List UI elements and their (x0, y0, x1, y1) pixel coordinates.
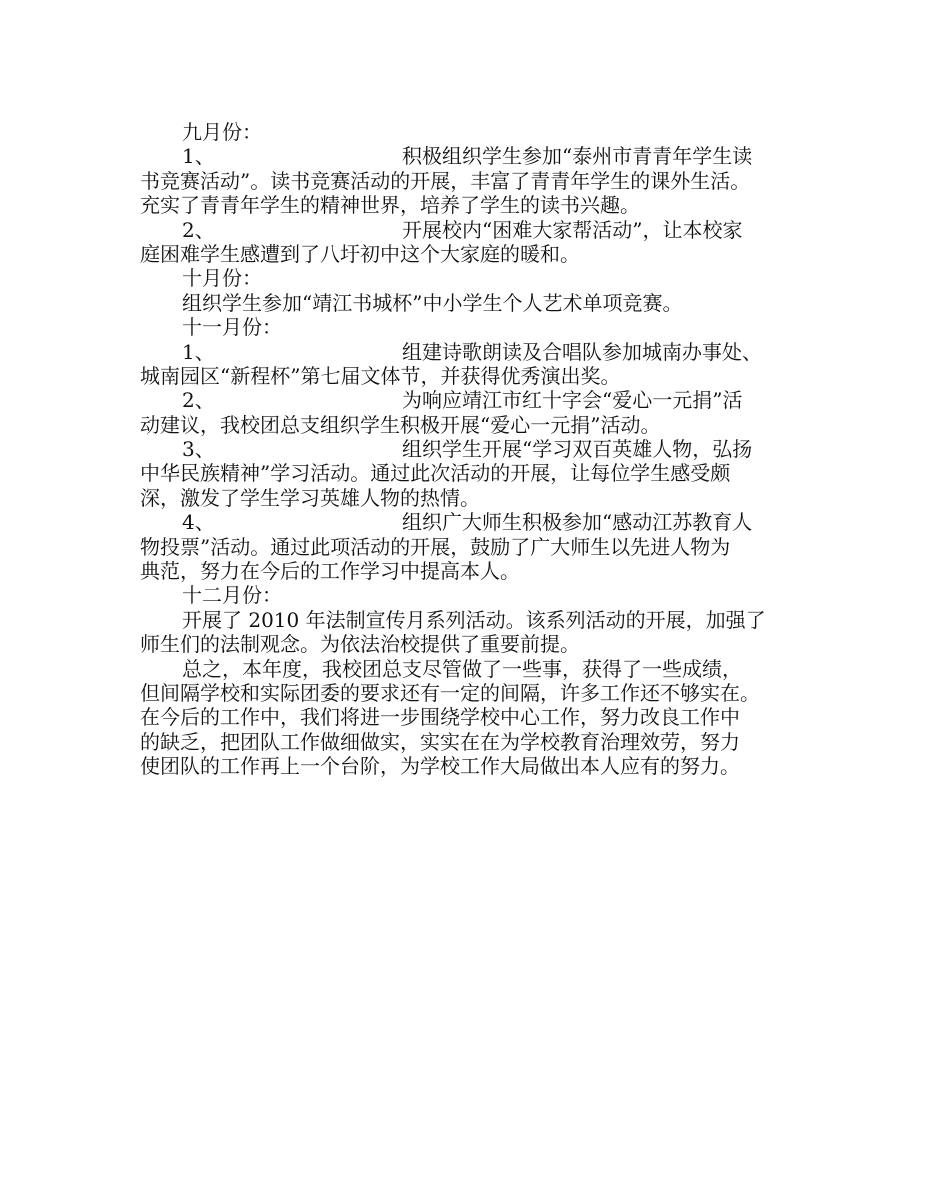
section-heading-november: 十一月份： (182, 315, 282, 340)
section-paragraph-line: 开展了 2010 年法制宣传月系列活动。该系列活动的开展，加强了 (182, 607, 766, 632)
list-item-marker: 3、 (182, 437, 215, 462)
list-item-marker: 4、 (182, 510, 215, 535)
list-item-marker: 1、 (182, 339, 215, 364)
section-paragraph: 组织学生参加“靖江书城杯”中小学生个人艺术单项竞赛。 (182, 290, 683, 315)
list-item-marker: 2、 (182, 217, 215, 242)
section-paragraph-line: 师生们的法制观念。为依法治校提供了重要前提。 (140, 632, 580, 657)
list-item-first-line (140, 437, 812, 461)
list-item-text: 开展校内“困难大家帮活动”，让本校家 (402, 217, 743, 242)
list-item-text: 组建诗歌朗读及合唱队参加城南办事处、 (402, 339, 762, 364)
list-item-continuation: 庭困难学生感遭到了八圩初中这个大家庭的暖和。 (140, 241, 580, 266)
list-item-text: 积极组织学生参加“泰州市青青年学生读 (402, 144, 753, 169)
list-item-text: 组织广大师生积极参加“感动江苏教育人 (402, 510, 753, 535)
list-item-text: 为响应靖江市红十字会“爱心一元捐”活 (402, 388, 743, 413)
list-item-first-line (140, 510, 812, 534)
document-body (140, 120, 812, 779)
conclusion-line: 使团队的工作再上一个台阶，为学校工作大局做出本人应有的努力。 (140, 754, 740, 779)
section-heading-september: 九月份： (182, 120, 262, 144)
list-item-continuation: 深，激发了学生学习英雄人物的热情。 (140, 485, 480, 510)
list-item-marker: 2、 (182, 388, 215, 413)
list-item-first-line (140, 388, 812, 412)
conclusion-line: 在今后的工作中，我们将进一步围绕学校中心工作，努力改良工作中 (140, 705, 740, 730)
list-item-marker: 1、 (182, 144, 215, 169)
list-item-continuation: 动建议，我校团总支组织学生积极开展“爱心一元捐”活动。 (140, 412, 661, 437)
conclusion-line: 总之，本年度，我校团总支尽管做了一些事，获得了一些成绩， (182, 656, 742, 681)
list-item-continuation: 城南园区“新程杯”第七届文体节，并获得优秀演出奖。 (140, 363, 621, 388)
conclusion-line: 但间隔学校和实际团委的要求还有一定的间隔，许多工作还不够实在。 (140, 680, 760, 705)
list-item-first-line (140, 144, 812, 168)
list-item-continuation: 书竞赛活动”。读书竞赛活动的开展，丰富了青青年学生的课外生活。 (140, 168, 751, 193)
list-item-continuation: 物投票”活动。通过此项活动的开展，鼓励了广大师生以先进人物为 (140, 534, 731, 559)
section-heading-december: 十二月份： (182, 583, 282, 608)
list-item-continuation: 典范，努力在今后的工作学习中提高本人。 (140, 559, 520, 584)
section-heading-october: 十月份： (182, 266, 262, 291)
list-item-continuation: 中华民族精神”学习活动。通过此次活动的开展，让每位学生感受颇 (140, 461, 731, 486)
list-item-text: 组织学生开展“学习双百英雄人物，弘扬 (402, 437, 753, 462)
list-item-first-line (140, 218, 812, 242)
conclusion-line: 的缺乏，把团队工作做细做实，实实在在为学校教育治理效劳，努力 (140, 729, 740, 754)
list-item-continuation: 充实了青青年学生的精神世界，培养了学生的读书兴趣。 (140, 193, 640, 218)
list-item-first-line (140, 340, 812, 364)
